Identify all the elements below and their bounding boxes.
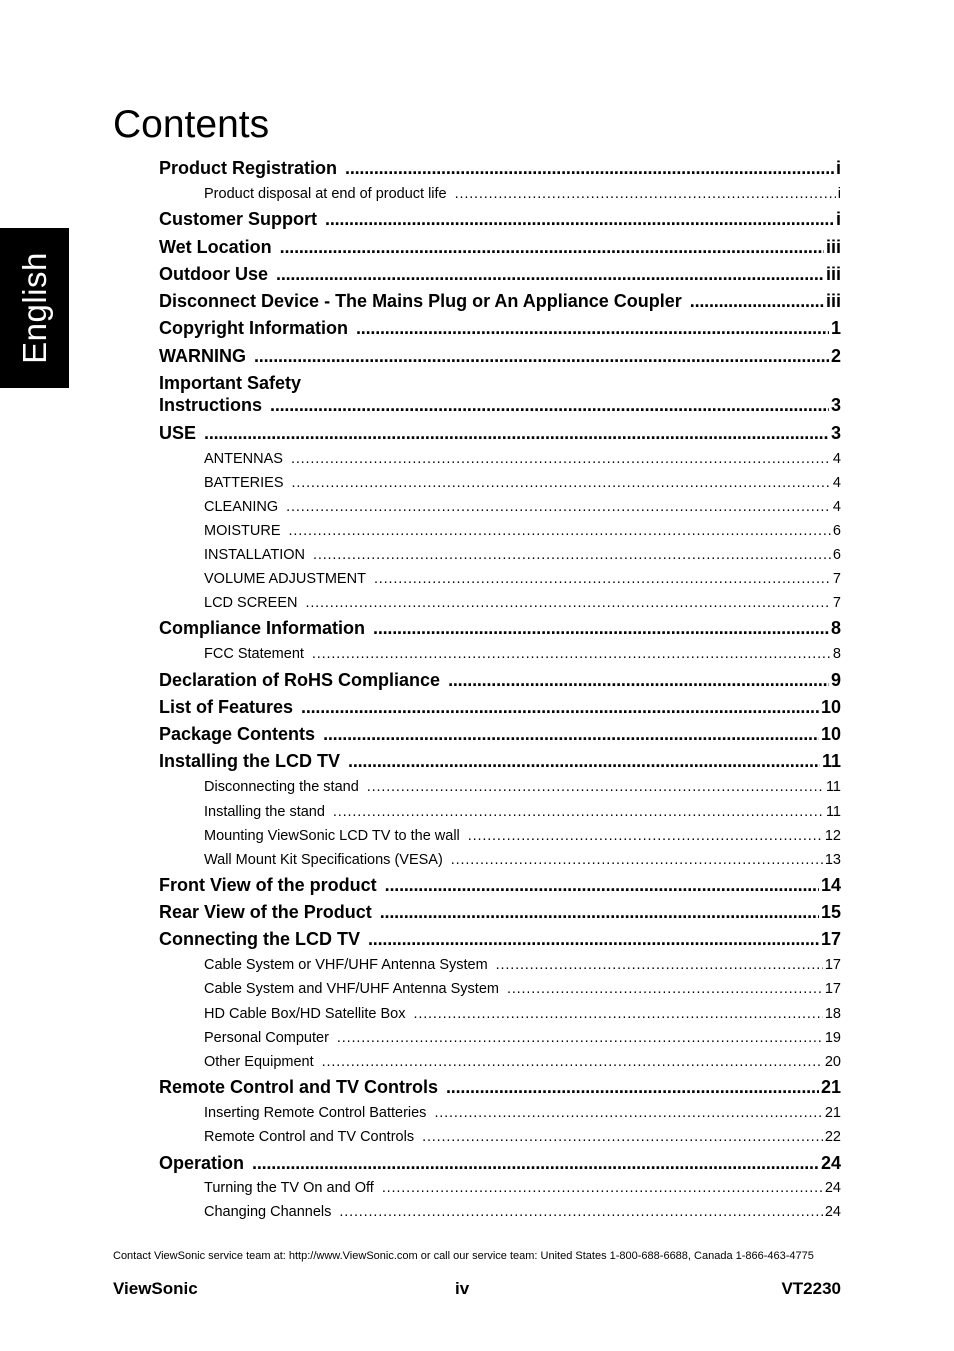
toc-leader-dots bbox=[356, 318, 829, 339]
toc-entry[interactable] bbox=[204, 804, 841, 820]
toc-entry-page: iii bbox=[825, 237, 841, 257]
toc-entry-label: Product disposal at end of product life bbox=[204, 186, 447, 202]
toc-entry[interactable] bbox=[204, 1204, 841, 1220]
toc-entry[interactable] bbox=[159, 423, 841, 444]
toc-leader-dots bbox=[382, 1180, 823, 1196]
toc-entry-page: 13 bbox=[824, 852, 841, 868]
toc-entry-label: Wet Location bbox=[159, 237, 272, 257]
toc-entry-label: Package Contents bbox=[159, 724, 316, 744]
toc-entry[interactable] bbox=[204, 547, 841, 563]
toc-leader-dots bbox=[292, 475, 831, 491]
toc-leader-dots bbox=[496, 957, 823, 973]
toc-entry-label: Cable System or VHF/UHF Antenna System bbox=[204, 957, 488, 973]
toc-entry-page: 21 bbox=[820, 1077, 841, 1097]
toc-entry-page: 24 bbox=[820, 1153, 841, 1173]
toc-entry-page: 4 bbox=[832, 475, 841, 491]
toc-leader-dots bbox=[280, 237, 824, 258]
toc-leader-dots bbox=[373, 618, 829, 639]
toc-entry[interactable] bbox=[159, 158, 841, 179]
toc-entry[interactable] bbox=[159, 264, 841, 285]
toc-leader-dots bbox=[434, 1105, 822, 1121]
toc-entry-page: 21 bbox=[824, 1105, 841, 1121]
toc-entry[interactable] bbox=[159, 1077, 841, 1098]
contact-line: Contact ViewSonic service team at: http://www.ViewSonic.com or call our service team: United States 1-800-688-6688, Canada 1-866-463-4775 bbox=[113, 1250, 814, 1262]
toc-entry[interactable] bbox=[204, 828, 841, 844]
toc-entry-label: Operation bbox=[159, 1153, 245, 1173]
toc-leader-dots bbox=[468, 828, 823, 844]
toc-entry-label: Inserting Remote Control Batteries bbox=[204, 1105, 427, 1121]
toc-leader-dots bbox=[337, 1030, 823, 1046]
toc-entry-label: Remote Control and TV Controls bbox=[204, 1129, 415, 1145]
toc-entry-label: Outdoor Use bbox=[159, 264, 269, 284]
toc-leader-dots bbox=[507, 981, 823, 997]
toc-entry[interactable] bbox=[159, 670, 841, 691]
toc-entry[interactable] bbox=[204, 451, 841, 467]
toc-leader-dots bbox=[413, 1006, 822, 1022]
toc-entry-page: 3 bbox=[830, 395, 841, 415]
toc-leader-dots bbox=[325, 209, 834, 230]
toc-leader-dots bbox=[348, 751, 820, 772]
toc-entry[interactable] bbox=[204, 1180, 841, 1196]
toc-entry[interactable] bbox=[204, 523, 841, 539]
toc-entry[interactable] bbox=[204, 779, 841, 795]
toc-leader-dots bbox=[301, 697, 819, 718]
toc-entry[interactable] bbox=[204, 499, 841, 515]
toc-entry-page: 11 bbox=[821, 751, 841, 771]
toc-entry-page: 17 bbox=[824, 957, 841, 973]
toc-leader-dots bbox=[204, 423, 829, 444]
toc-entry-page: 10 bbox=[820, 697, 841, 717]
toc-entry-label: BATTERIES bbox=[204, 475, 284, 491]
toc-entry-page: 12 bbox=[824, 828, 841, 844]
toc-entry-label: Changing Channels bbox=[204, 1204, 332, 1220]
toc-entry-page: 24 bbox=[824, 1204, 841, 1220]
toc-entry[interactable] bbox=[159, 209, 841, 230]
toc-entry[interactable] bbox=[204, 852, 841, 868]
toc-entry-label: INSTALLATION bbox=[204, 547, 305, 563]
toc-entry[interactable] bbox=[159, 724, 841, 745]
toc-entry-page: 7 bbox=[832, 571, 841, 587]
toc-entry[interactable] bbox=[159, 902, 841, 923]
toc-entry-label: WARNING bbox=[159, 346, 246, 366]
toc-entry[interactable] bbox=[159, 346, 841, 367]
toc-entry-label: Disconnecting the stand bbox=[204, 779, 359, 795]
toc-entry-label: FCC Statement bbox=[204, 646, 304, 662]
toc-entry-page: i bbox=[835, 158, 841, 178]
toc-leader-dots bbox=[289, 523, 831, 539]
toc-leader-dots bbox=[323, 724, 819, 745]
toc-entry-label: CLEANING bbox=[204, 499, 279, 515]
language-label: English bbox=[15, 252, 53, 364]
toc-entry[interactable] bbox=[204, 1129, 841, 1145]
toc-leader-dots bbox=[322, 1054, 823, 1070]
toc-entry-page: iii bbox=[825, 264, 841, 284]
toc-entry-label: Declaration of RoHS Compliance bbox=[159, 670, 441, 690]
toc-entry-label: Instructions bbox=[159, 395, 263, 415]
toc-entry[interactable] bbox=[204, 1006, 841, 1022]
toc-leader-dots bbox=[270, 395, 829, 416]
toc-entry-label: List of Features bbox=[159, 697, 294, 717]
toc-entry-label: Rear View of the Product bbox=[159, 902, 372, 922]
toc-leader-dots bbox=[446, 1077, 819, 1098]
toc-entry[interactable] bbox=[204, 646, 841, 662]
toc-entry-page: 17 bbox=[820, 929, 841, 949]
toc-entry-page: iii bbox=[825, 291, 841, 311]
toc-entry[interactable] bbox=[159, 291, 841, 312]
toc-leader-dots bbox=[339, 1204, 822, 1220]
toc-entry-page: 6 bbox=[832, 523, 841, 539]
footer-model: VT2230 bbox=[781, 1279, 841, 1298]
toc-entry-page: 15 bbox=[820, 902, 841, 922]
toc-entry-page: 4 bbox=[832, 499, 841, 515]
toc-entry-label: Product Registration bbox=[159, 158, 338, 178]
toc-entry-label: VOLUME ADJUSTMENT bbox=[204, 571, 366, 587]
toc-leader-dots bbox=[367, 779, 824, 795]
toc-entry-label: Copyright Information bbox=[159, 318, 348, 338]
toc-entry-page: i bbox=[835, 209, 841, 229]
toc-entry-label: ANTENNAS bbox=[204, 451, 283, 467]
toc-entry[interactable] bbox=[159, 395, 841, 416]
toc-leader-dots bbox=[312, 646, 831, 662]
toc-entry[interactable] bbox=[159, 618, 841, 639]
toc-leader-dots bbox=[451, 852, 823, 868]
toc-entry[interactable] bbox=[204, 571, 841, 587]
toc-entry-label: Other Equipment bbox=[204, 1054, 314, 1070]
toc-leader-dots bbox=[305, 595, 830, 611]
toc-leader-dots bbox=[345, 158, 834, 179]
toc-entry[interactable] bbox=[204, 475, 841, 491]
toc-entry-page: 4 bbox=[832, 451, 841, 467]
toc-leader-dots bbox=[333, 804, 824, 820]
toc-entry[interactable] bbox=[159, 1153, 841, 1174]
toc-entry[interactable] bbox=[159, 751, 841, 772]
toc-entry-label: Installing the LCD TV bbox=[159, 751, 341, 771]
toc-entry-page: 8 bbox=[830, 618, 841, 638]
toc-leader-dots bbox=[690, 291, 824, 312]
footer-brand: ViewSonic bbox=[113, 1279, 198, 1298]
toc-entry[interactable] bbox=[159, 237, 841, 258]
toc-entry[interactable] bbox=[204, 957, 841, 973]
toc-entry[interactable] bbox=[204, 1105, 841, 1121]
toc-entry-page: 20 bbox=[824, 1054, 841, 1070]
footer-page-number: iv bbox=[455, 1279, 470, 1298]
toc-leader-dots bbox=[374, 571, 831, 587]
toc-leader-dots bbox=[254, 346, 829, 367]
toc-entry-page: 2 bbox=[830, 346, 841, 366]
toc-entry-page: 8 bbox=[832, 646, 841, 662]
toc-entry-label: Customer Support bbox=[159, 209, 318, 229]
toc-entry-page: 18 bbox=[824, 1006, 841, 1022]
toc-entry-page: 11 bbox=[825, 779, 841, 795]
toc-leader-dots bbox=[252, 1153, 819, 1174]
page-title: Contents bbox=[113, 103, 270, 146]
toc-leader-dots bbox=[380, 902, 819, 923]
toc-leader-dots bbox=[286, 499, 831, 515]
toc-entry-label: HD Cable Box/HD Satellite Box bbox=[204, 1006, 406, 1022]
toc-entry[interactable] bbox=[204, 1030, 841, 1046]
toc-entry-label: Turning the TV On and Off bbox=[204, 1180, 374, 1196]
toc-entry-label: Mounting ViewSonic LCD TV to the wall bbox=[204, 828, 460, 844]
toc-entry-label: Compliance Information bbox=[159, 618, 366, 638]
toc-entry[interactable] bbox=[204, 186, 841, 202]
toc-entry[interactable] bbox=[159, 697, 841, 718]
toc-entry[interactable] bbox=[204, 1054, 841, 1070]
toc-entry-page: 22 bbox=[824, 1129, 841, 1145]
toc-entry-page: 7 bbox=[832, 595, 841, 611]
toc-entry[interactable] bbox=[159, 318, 841, 339]
toc-entry-page: 11 bbox=[825, 804, 841, 820]
toc-entry-label: USE bbox=[159, 423, 197, 443]
toc-entry-label: Remote Control and TV Controls bbox=[159, 1077, 438, 1097]
toc-entry-page: 24 bbox=[824, 1180, 841, 1196]
toc-entry-page: 19 bbox=[824, 1030, 841, 1046]
toc-entry-page: 14 bbox=[820, 875, 841, 895]
toc-leader-dots bbox=[276, 264, 824, 285]
toc-entry-page: 10 bbox=[820, 724, 841, 744]
toc-entry-label: Front View of the product bbox=[159, 875, 377, 895]
toc-entry-page: 9 bbox=[830, 670, 841, 690]
toc-leader-dots bbox=[448, 670, 829, 691]
toc-entry-page: 1 bbox=[830, 318, 841, 338]
toc-entry[interactable] bbox=[159, 929, 841, 950]
toc-entry-label: LCD SCREEN bbox=[204, 595, 298, 611]
toc-entry-label: Installing the stand bbox=[204, 804, 325, 820]
toc-leader-dots bbox=[455, 186, 836, 202]
toc-entry[interactable] bbox=[159, 875, 841, 896]
toc-entry-label-line1: Important Safety bbox=[159, 373, 302, 393]
toc-leader-dots bbox=[385, 875, 819, 896]
toc-leader-dots bbox=[291, 451, 831, 467]
toc-entry-label: Disconnect Device - The Mains Plug or An Appliance Coupler bbox=[159, 291, 682, 311]
toc-entry-label: Cable System and VHF/UHF Antenna System bbox=[204, 981, 499, 997]
toc-entry[interactable] bbox=[204, 595, 841, 611]
toc-entry-page: i bbox=[837, 186, 841, 202]
language-tab bbox=[0, 228, 69, 388]
toc-leader-dots bbox=[368, 929, 819, 950]
toc-entry[interactable] bbox=[204, 981, 841, 997]
toc-entry-label: Connecting the LCD TV bbox=[159, 929, 360, 949]
toc-entry-page: 3 bbox=[830, 423, 841, 443]
toc-entry-label: Wall Mount Kit Specifications (VESA) bbox=[204, 852, 443, 868]
toc-leader-dots bbox=[313, 547, 831, 563]
toc-leader-dots bbox=[422, 1129, 823, 1145]
toc-entry-page: 17 bbox=[824, 981, 841, 997]
toc-entry-label: Personal Computer bbox=[204, 1030, 329, 1046]
toc-entry-page: 6 bbox=[832, 547, 841, 563]
toc-entry-label: MOISTURE bbox=[204, 523, 281, 539]
